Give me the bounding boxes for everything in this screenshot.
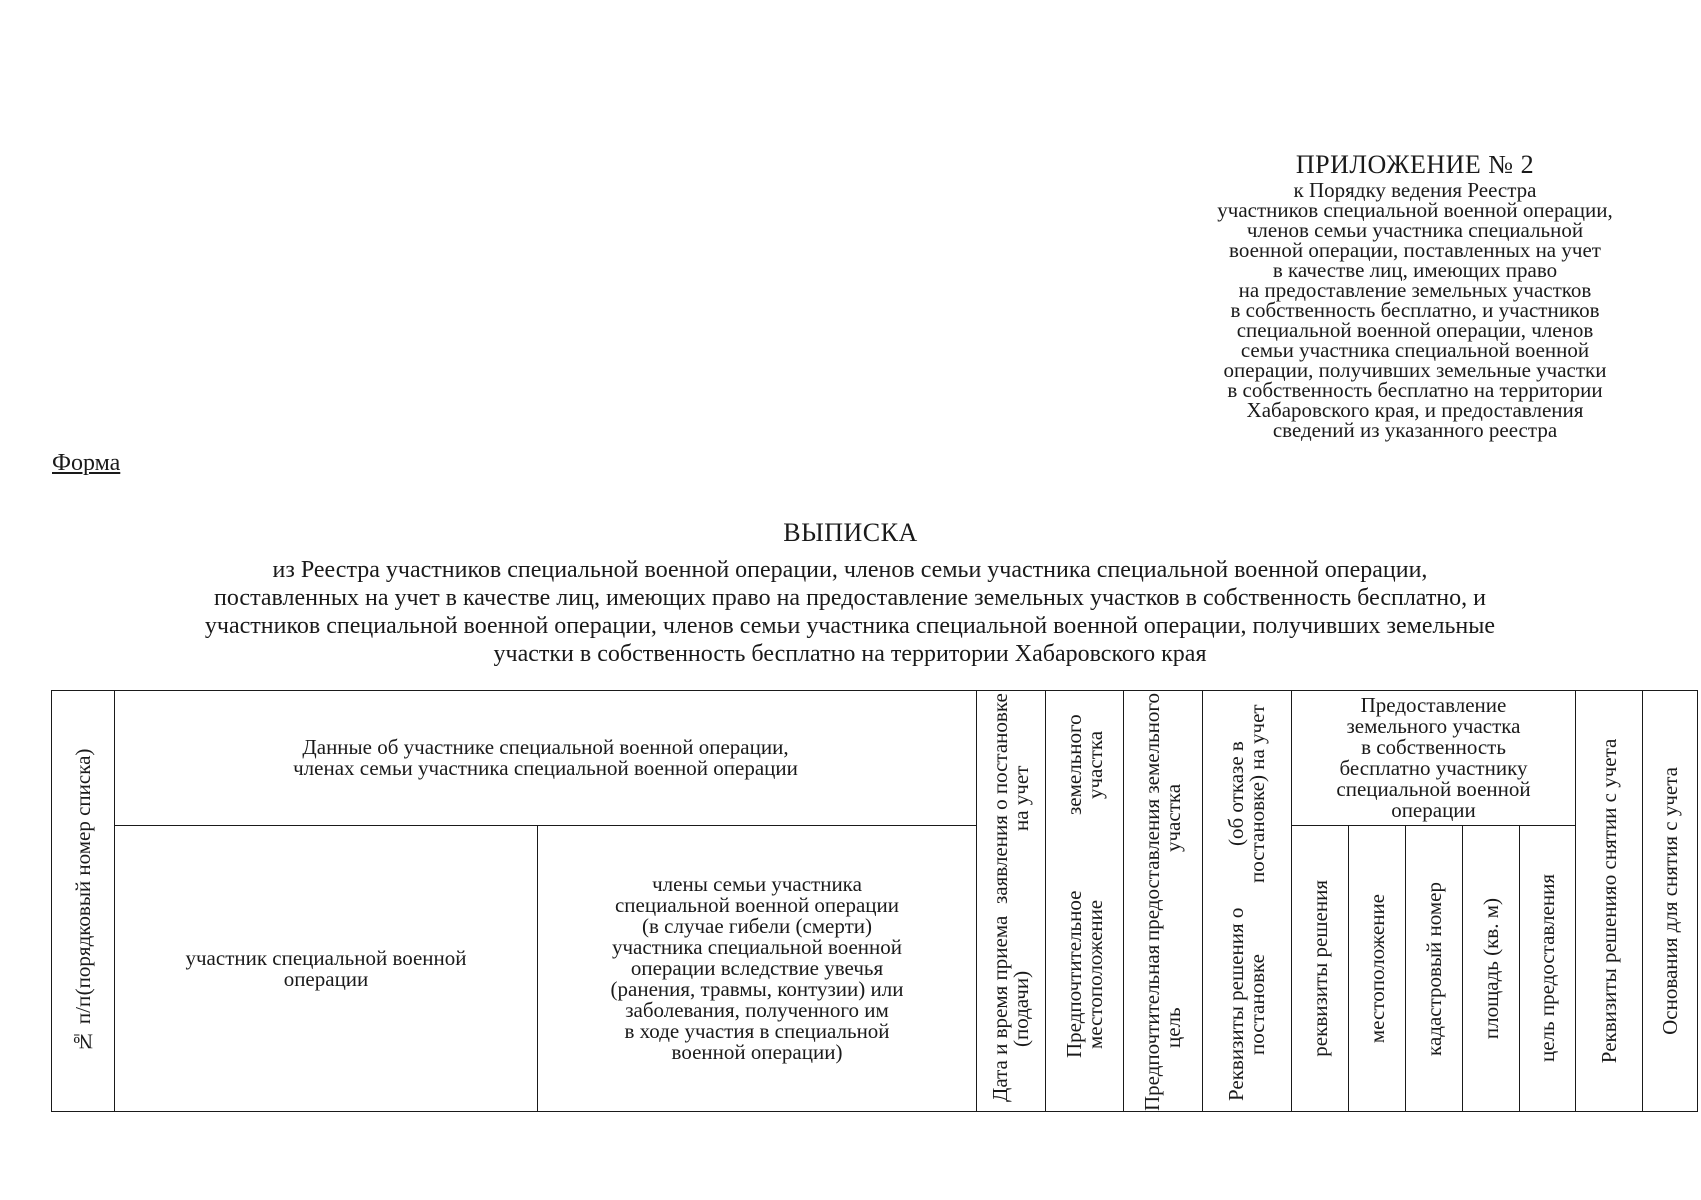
header-text: кадастровый номер — [1421, 881, 1446, 1056]
header-group-participant — [114, 690, 977, 826]
header-text: площадь (кв. м) — [1478, 897, 1503, 1040]
header-text: в ходе участия в специальной — [624, 1019, 890, 1043]
header-text: Реквизиты решения о постановке — [1224, 907, 1269, 1101]
header-text: о снятии с учета — [1596, 738, 1621, 886]
appendix-line: в качестве лиц, имеющих право — [1272, 258, 1558, 282]
appendix-line: к Порядку ведения Реестра — [1293, 178, 1537, 202]
header-text: участник специальной военной — [185, 945, 467, 970]
header-text: Предпочтительное местоположение — [1061, 890, 1107, 1059]
header-text: (в случае гибели (смерти) — [641, 914, 872, 938]
header-col-removal-grounds — [1642, 690, 1698, 1112]
header-col-prov-cadastral — [1405, 825, 1463, 1112]
header-text: члены семьи участника — [652, 872, 862, 896]
appendix-line: специальной военной операции, членов — [1236, 318, 1594, 342]
header-text: (об отказе в постановке) на учет — [1224, 704, 1269, 884]
appendix-line: на предоставление земельных участков — [1238, 278, 1592, 302]
header-text: участника специальной военной — [611, 935, 903, 959]
header-text: операции — [1391, 798, 1476, 822]
header-col-prov-location — [1348, 825, 1406, 1112]
header-text: Дата и время приема (подачи) — [988, 915, 1033, 1102]
header-text: бесплатно участнику — [1339, 756, 1528, 780]
header-text: членах семьи участника специальной военной операции — [293, 756, 798, 780]
header-col-participant — [114, 825, 538, 1112]
header-text: специальной военной операции — [614, 893, 900, 917]
subtitle-line: участников специальной военной операции, членов семьи участника специальной военной операции, получивших земельные — [204, 613, 1496, 639]
subtitle-line: участки в собственность бесплатно на территории Хабаровского края — [493, 641, 1207, 667]
header-text: Основания для снятия с учета — [1657, 767, 1682, 1035]
header-text: земельного участка — [1061, 714, 1107, 815]
header-text: земельного участка — [1346, 714, 1521, 738]
appendix-line: участников специальной военной операции, — [1217, 198, 1613, 222]
subtitle-line: из Реестра участников специальной военной операции, членов семьи участника специальной военной операции, — [272, 557, 1428, 583]
appendix-line: операции, получивших земельные участки — [1223, 358, 1607, 382]
header-group-provision — [1291, 690, 1576, 826]
header-col-family — [537, 825, 977, 1112]
header-col-number — [51, 690, 115, 1112]
appendix-line: членов семьи участника специальной — [1246, 218, 1584, 242]
header-text: предоставления земельного участка — [1140, 693, 1185, 942]
header-col-date — [976, 690, 1046, 1112]
header-text: № п/п — [70, 995, 95, 1054]
header-text: в собственность — [1361, 735, 1506, 759]
header-text: операции вследствие увечья — [630, 956, 884, 980]
subtitle-line: поставленных на учет в качестве лиц, имеющих право на предоставление земельных участков в собственность бесплатно, и — [213, 585, 1486, 611]
header-col-prov-details — [1291, 825, 1349, 1112]
appendix-line: семьи участника специальной военной — [1240, 338, 1590, 362]
document-title: ВЫПИСКА — [783, 518, 918, 547]
appendix-title: ПРИЛОЖЕНИЕ № 2 — [1295, 150, 1535, 179]
header-col-prov-purpose — [1519, 825, 1576, 1112]
appendix-block — [1160, 150, 1670, 440]
appendix-line: в собственность бесплатно, и участников — [1230, 298, 1600, 322]
header-text: местоположение — [1364, 893, 1389, 1044]
form-label: Форма — [52, 450, 121, 476]
header-text: Предпочтительная цель — [1140, 944, 1185, 1111]
appendix-line: Хабаровского края, и предоставления — [1246, 398, 1584, 422]
appendix-line: военной операции, поставленных на учет — [1229, 238, 1601, 262]
header-text: (порядковый номер списка) — [70, 748, 95, 996]
header-text: военной операции) — [671, 1040, 843, 1064]
header-col-removal — [1575, 690, 1643, 1112]
header-text: Данные об участнике специальной военной операции, — [302, 735, 789, 759]
header-text: Предоставление — [1360, 693, 1507, 717]
header-text: операции — [283, 966, 369, 991]
header-text: реквизиты решения — [1307, 880, 1332, 1057]
header-text: заболевания, полученного им — [625, 998, 889, 1022]
header-col-location — [1045, 690, 1124, 1112]
header-text: заявления о постановке на учет — [988, 693, 1033, 905]
header-text: цель предоставления — [1535, 874, 1559, 1063]
appendix-line: сведений из указанного реестра — [1272, 418, 1558, 442]
header-text: специальной военной — [1336, 777, 1531, 801]
header-text: (ранения, травмы, контузии) или — [610, 977, 904, 1001]
header-col-purpose — [1123, 690, 1203, 1112]
register-table — [51, 690, 1682, 1112]
header-col-decision — [1202, 690, 1292, 1112]
appendix-line: в собственность бесплатно на территории — [1227, 378, 1603, 402]
header-col-prov-area — [1462, 825, 1520, 1112]
document-subtitle — [60, 556, 1640, 668]
header-text: Реквизиты решения — [1596, 885, 1621, 1064]
